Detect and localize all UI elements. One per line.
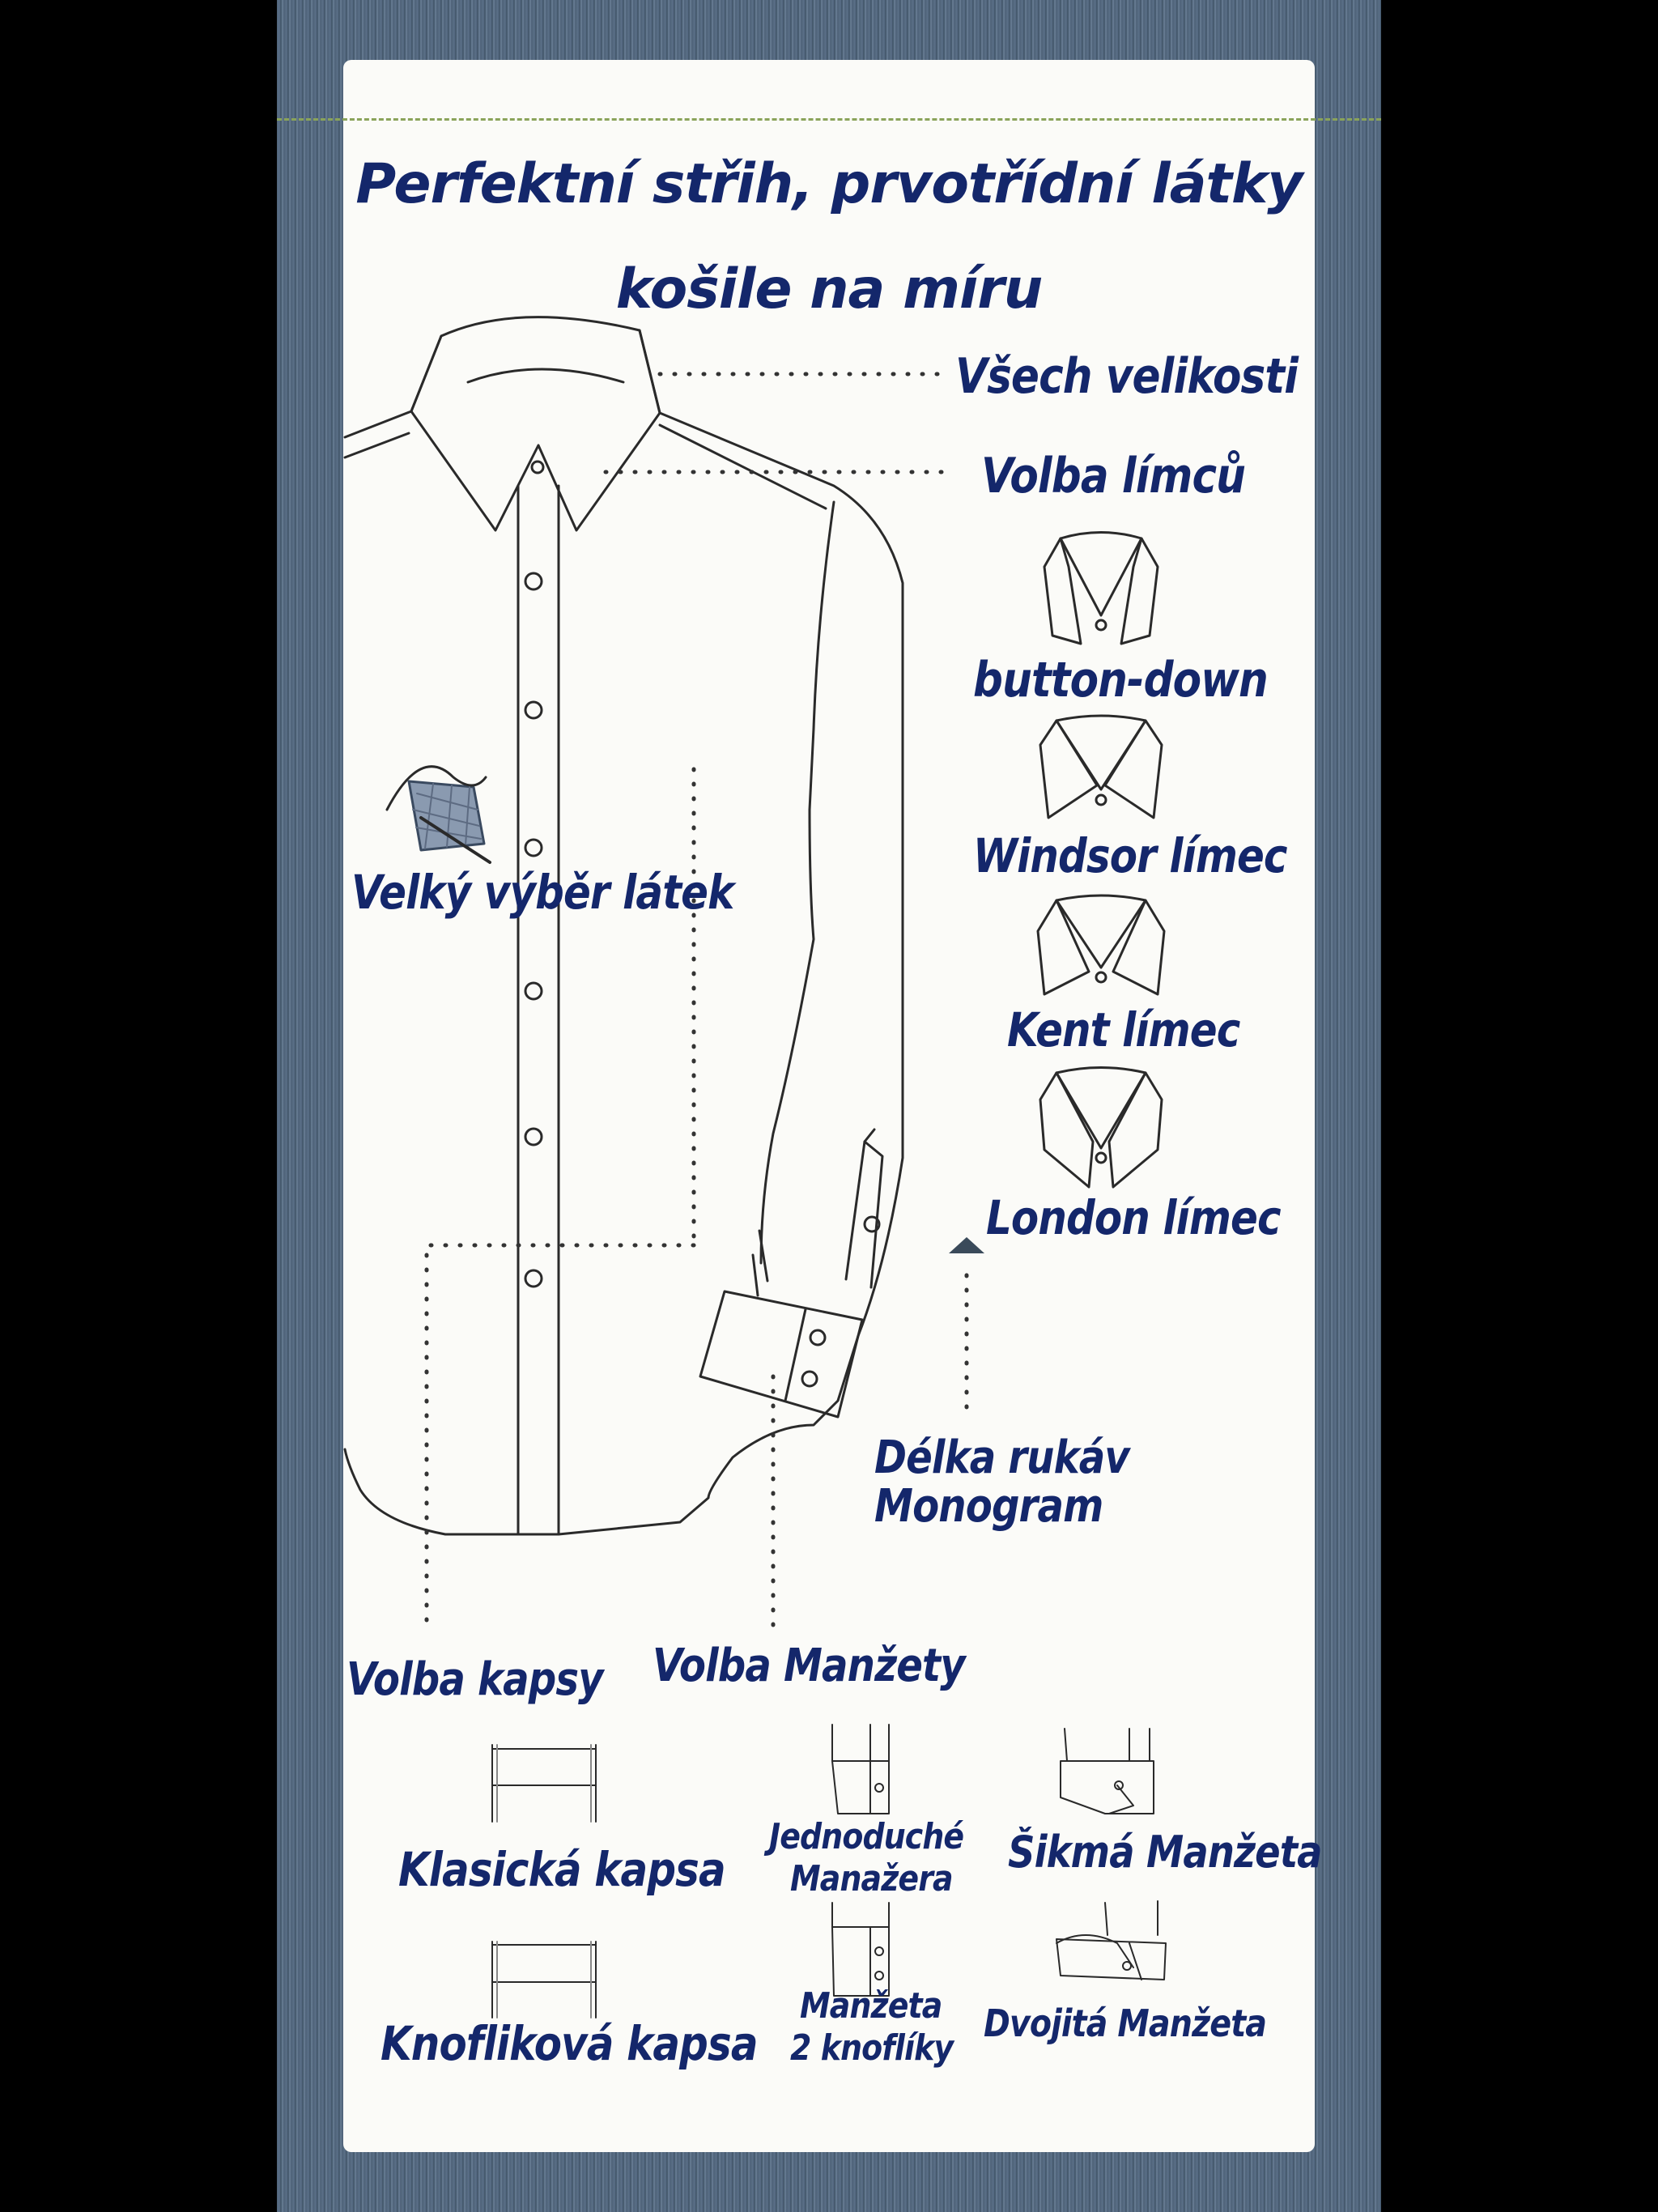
windsor-collar-icon <box>1040 716 1162 818</box>
collar-label-1: Windsor límec <box>973 828 1287 883</box>
cuff-label-2-line-1: Manžeta <box>800 1985 942 2027</box>
pocket-label-0: Klasická kapsa <box>398 1842 725 1897</box>
title-line-2: košile na míru <box>615 257 1043 321</box>
cuff-label-0-line-2: Manažera <box>790 1858 953 1899</box>
shirt-icon <box>345 317 903 1534</box>
collar-label-0: button-down <box>973 652 1268 708</box>
leader-line-pockets <box>427 1245 694 1627</box>
cuff-label-2-line-2: 2 knoflíky <box>790 2027 954 2069</box>
title-line-1: Perfektní střih, prvotřídní látky <box>355 152 1303 216</box>
simple-cuff-icon <box>832 1725 889 1814</box>
label-monogram: Monogram <box>874 1480 1103 1533</box>
label-cuff-choice: Volba Manžety <box>653 1640 965 1692</box>
label-pocket-choice: Volba kapsy <box>346 1653 603 1706</box>
label-sizes: Všech velikosti <box>955 348 1299 405</box>
label-sleeve-length: Délka rukáv <box>874 1431 1129 1484</box>
arrow-up-icon <box>949 1237 984 1253</box>
label-collars: Volba límců <box>981 448 1246 504</box>
label-fabrics: Velký výběr látek <box>351 865 734 920</box>
cuff-label-1: Šikmá Manžeta <box>1008 1827 1322 1878</box>
two-button-cuff-icon <box>832 1903 889 1996</box>
button-pocket-icon <box>492 1942 596 2018</box>
angled-cuff-icon <box>1061 1729 1154 1814</box>
kent-collar-icon <box>1038 895 1164 994</box>
cuff-label-3: Dvojitá Manžeta <box>984 2001 1267 2045</box>
collar-label-2: Kent límec <box>1007 1002 1240 1057</box>
london-collar-icon <box>1040 1068 1162 1188</box>
pocket-label-1: Knofliková kapsa <box>380 2016 758 2071</box>
double-cuff-icon <box>1056 1901 1166 1980</box>
collar-label-3: London límec <box>986 1190 1281 1245</box>
cuff-label-0-line-1: Jednoduché <box>769 1816 964 1857</box>
fabric-swatch-icon <box>387 767 490 862</box>
button-down-collar-icon <box>1044 533 1158 644</box>
classic-pocket-icon <box>492 1745 596 1822</box>
